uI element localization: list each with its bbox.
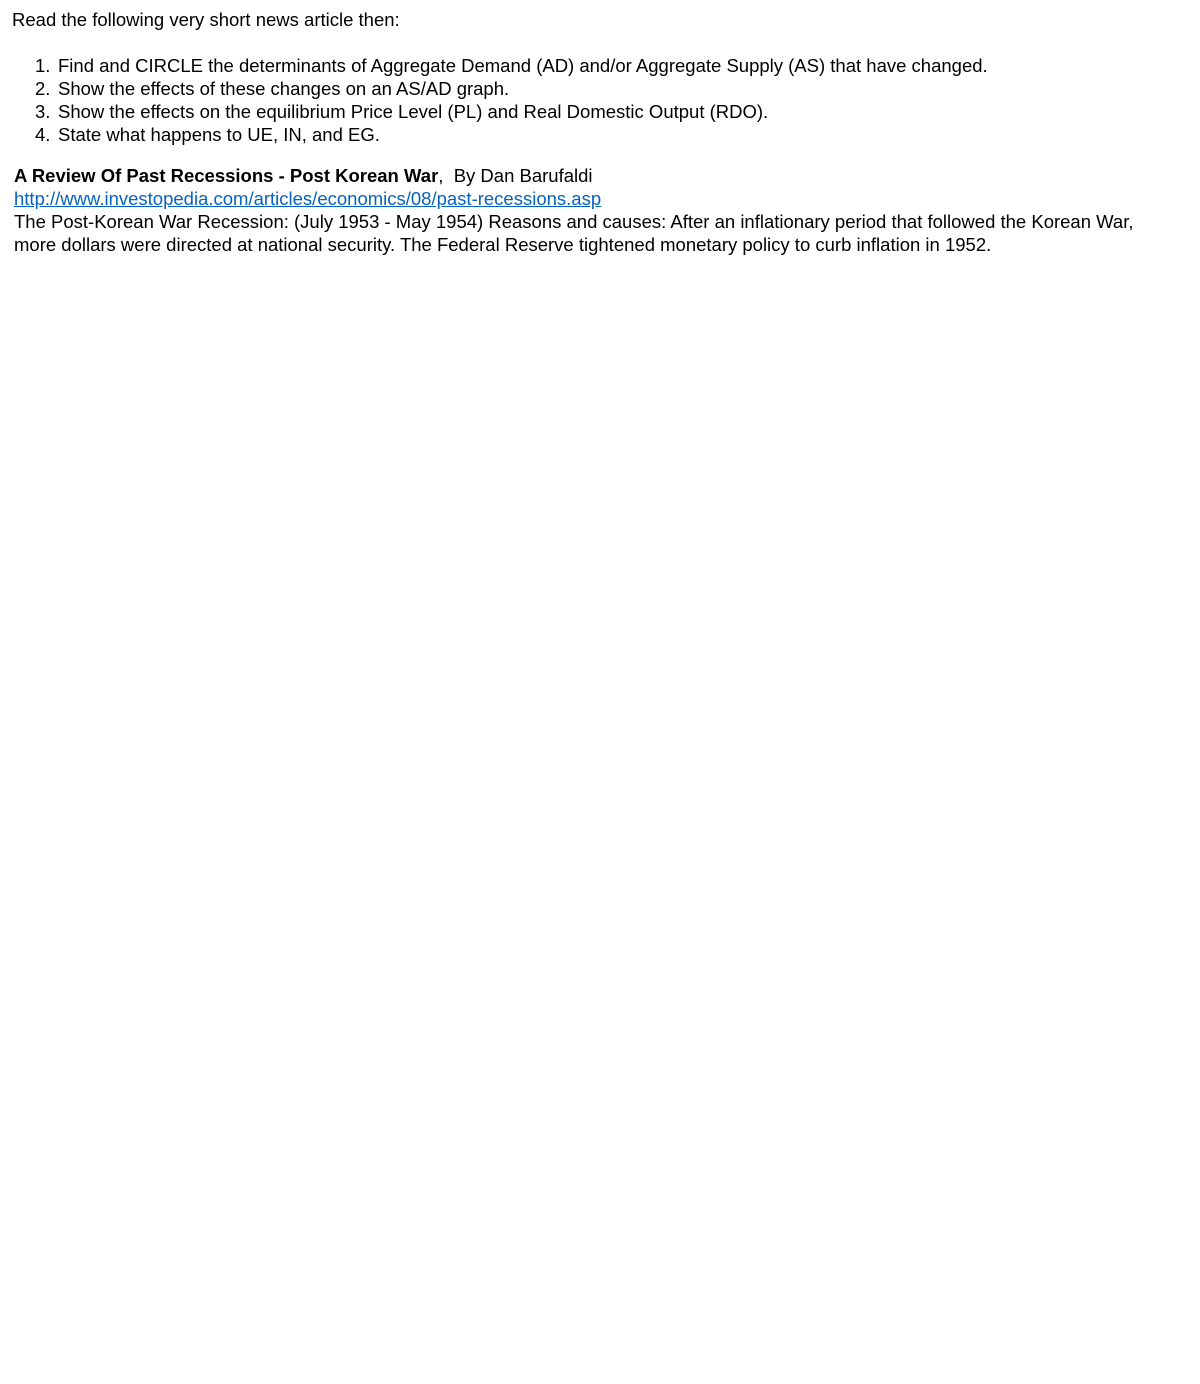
instruction-text: Find and CIRCLE the determinants of Aggregate Demand (AD) and/or Aggregate Supply (AS) that have changed. — [58, 55, 988, 76]
byline-separator: , — [438, 165, 454, 186]
instruction-text: Show the effects on the equilibrium Price Level (PL) and Real Domestic Output (RDO). — [58, 101, 769, 122]
article-body: The Post-Korean War Recession: (July 1953 - May 1954) Reasons and causes: After an inflationary period that followed the Korean War, more dollars were directed at national security. The Federal Reserve tightened monetary policy to curb inflation in 1952. — [14, 211, 1134, 255]
article-source-link[interactable]: http://www.investopedia.com/articles/economics/08/past-recessions.asp — [14, 188, 602, 209]
instruction-number: 2. — [35, 78, 51, 99]
instruction-item — [12, 123, 988, 146]
instruction-item — [12, 54, 988, 77]
instruction-number: 1. — [35, 55, 51, 76]
instruction-text: State what happens to UE, IN, and EG. — [58, 124, 380, 145]
instruction-number: 4. — [35, 124, 51, 145]
instruction-item — [12, 77, 988, 100]
article-byline: By Dan Barufaldi — [453, 165, 593, 186]
article — [14, 164, 1164, 256]
instructions-intro: Read the following very short news article then: — [12, 9, 400, 30]
instruction-text: Show the effects of these changes on an AS/AD graph. — [58, 78, 510, 99]
instruction-list — [12, 54, 988, 146]
article-title: A Review Of Past Recessions - Post Korean War — [14, 165, 439, 186]
article-header — [14, 164, 1164, 187]
article-link-row — [14, 187, 1164, 210]
instruction-item — [12, 100, 988, 123]
instruction-number: 3. — [35, 101, 51, 122]
